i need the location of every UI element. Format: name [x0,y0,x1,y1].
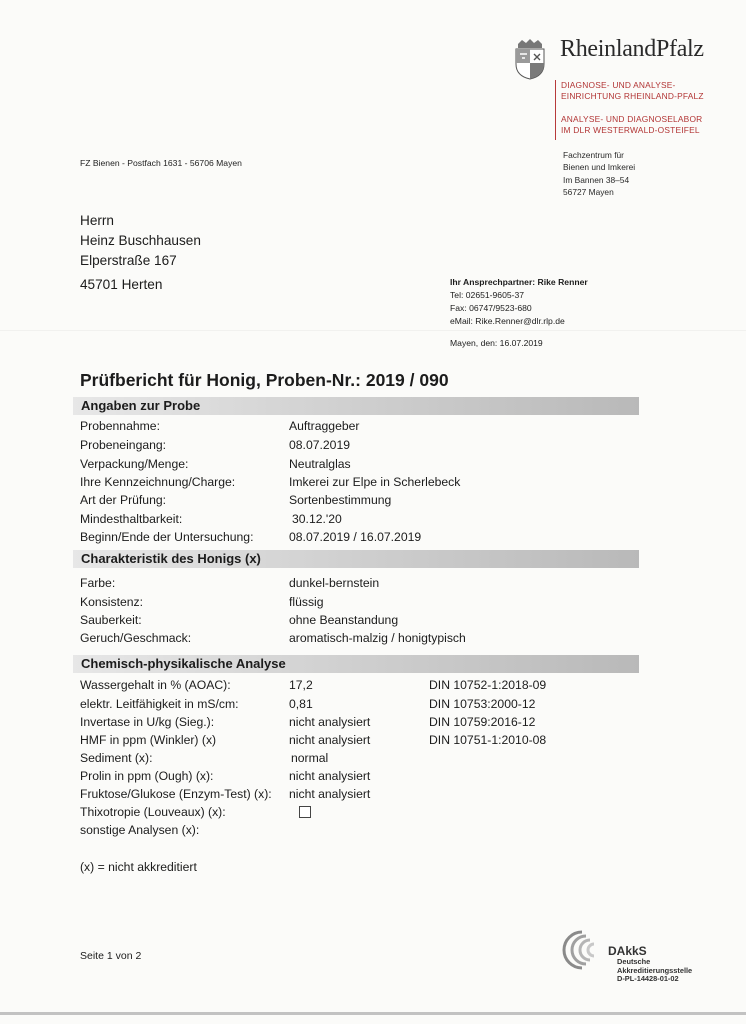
probe-value: Imkerei zur Elpe in Scherlebeck [289,475,461,489]
characteristic-label: Sauberkeit: [80,613,142,627]
probe-value: 08.07.2019 [289,438,350,452]
probe-label: Probeneingang: [80,438,167,452]
contact-block [450,276,588,350]
analysis-value: nicht analysiert [289,733,371,747]
dakks-line: D-PL-14428-01-02 [617,974,679,984]
probe-label: Probennahme: [80,419,160,433]
page-number: Seite 1 von 2 [80,950,142,962]
analysis-norm: DIN 10753:2000-12 [429,697,536,711]
center-address-line: Im Bannen 38–54 [563,174,630,185]
report-title: Prüfbericht für Honig, Proben-Nr.: 2019 / 090 [80,370,449,390]
section-header-analysis [73,655,639,673]
analysis-label: Sediment (x): [80,751,153,765]
analysis-label: Wassergehalt in % (AOAC): [80,678,231,692]
accreditation-note: (x) = nicht akkreditiert [80,860,197,874]
thixotropy-checkbox[interactable] [299,806,311,818]
analysis-value: nicht analysiert [289,787,371,801]
recipient-name: Heinz Buschhausen [80,233,201,248]
characteristic-value: dunkel-bernstein [289,576,380,590]
dakks-logo-icon [556,928,604,970]
analysis-label: Prolin in ppm (Ough) (x): [80,769,214,783]
analysis-norm: DIN 10752-1:2018-09 [429,678,547,692]
analysis-value: nicht analysiert [289,769,371,783]
analysis-label: Thixotropie (Louveaux) (x): [80,805,226,819]
recipient-address [80,211,201,295]
lab-line-1: ANALYSE- UND DIAGNOSELABOR [561,114,703,124]
contact-date: Mayen, den: 16.07.2019 [450,338,543,348]
analysis-value: 17,2 [289,678,313,692]
characteristic-label: Geruch/Geschmack: [80,631,192,645]
probe-value: Auftraggeber [289,419,360,433]
section-title: Angaben zur Probe [81,398,201,413]
institution-line-2: EINRICHTUNG RHEINLAND-PFALZ [561,91,704,101]
analysis-label: Fruktose/Glukose (Enzym-Test) (x): [80,787,272,801]
analysis-label: sonstige Analysen (x): [80,823,200,837]
sender-line: FZ Bienen - Postfach 1631 - 56706 Mayen [80,158,242,168]
state-logo-wordmark: RheinlandPfalz [560,36,704,62]
recipient-city: 45701 Herten [80,277,163,292]
institution-line-1: DIAGNOSE- UND ANALYSE- [561,80,676,90]
analysis-norm: DIN 10751-1:2010-08 [429,733,547,747]
characteristic-value: flüssig [289,595,324,609]
recipient-street: Elperstraße 167 [80,253,177,268]
dakks-line: Akkreditierungsstelle [617,965,693,975]
probe-label: Mindesthaltbarkeit: [80,512,183,526]
probe-value: 08.07.2019 / 16.07.2019 [289,530,422,544]
characteristic-value: aromatisch-malzig / honigtypisch [289,631,466,645]
dakks-wordmark: DAkkS [608,944,647,958]
probe-value: Neutralglas [289,457,351,471]
center-address [563,149,635,199]
characteristic-label: Konsistenz: [80,595,144,609]
fold-line [0,330,746,331]
analysis-value: nicht analysiert [289,715,371,729]
section-title: Charakteristik des Honigs (x) [81,551,261,566]
dakks-details [617,958,692,984]
recipient-salutation: Herrn [80,213,114,228]
contact-email: eMail: Rike.Renner@dlr.rlp.de [450,316,565,326]
probe-value: Sortenbestimmung [289,493,392,507]
analysis-label: elektr. Leitfähigkeit in mS/cm: [80,697,239,711]
center-address-line: Bienen und Imkerei [563,162,636,173]
analysis-label: Invertase in U/kg (Sieg.): [80,715,215,729]
analysis-norm: DIN 10759:2016-12 [429,715,536,729]
contact-fax: Fax: 06747/9523-680 [450,303,532,313]
contact-tel: Tel: 02651-9605-37 [450,290,525,300]
probe-label: Beginn/Ende der Untersuchung: [80,530,254,544]
characteristic-value: ohne Beanstandung [289,613,399,627]
contact-person: Ihr Ansprechpartner: Rike Renner [450,277,588,287]
probe-value: 30.12.'20 [292,512,342,526]
center-address-line: Fachzentrum für [563,150,624,160]
analysis-label: HMF in ppm (Winkler) (x) [80,733,217,747]
section-title: Chemisch-physikalische Analyse [81,656,286,671]
analysis-value: 0,81 [289,697,313,711]
center-address-line: 56727 Mayen [563,187,614,198]
characteristic-label: Farbe: [80,576,116,590]
probe-label: Ihre Kennzeichnung/Charge: [80,475,236,489]
coat-of-arms-icon [512,38,548,80]
header-divider [555,80,556,140]
probe-label: Verpackung/Menge: [80,457,189,471]
lab-line-2: IM DLR WESTERWALD-OSTEIFEL [561,125,700,135]
section-header-characteristics [73,550,639,568]
probe-label: Art der Prüfung: [80,493,167,507]
bottom-edge [0,1012,746,1015]
dakks-line: Deutsche [617,957,651,966]
analysis-value: normal [291,751,329,765]
section-header-probe [73,397,639,415]
